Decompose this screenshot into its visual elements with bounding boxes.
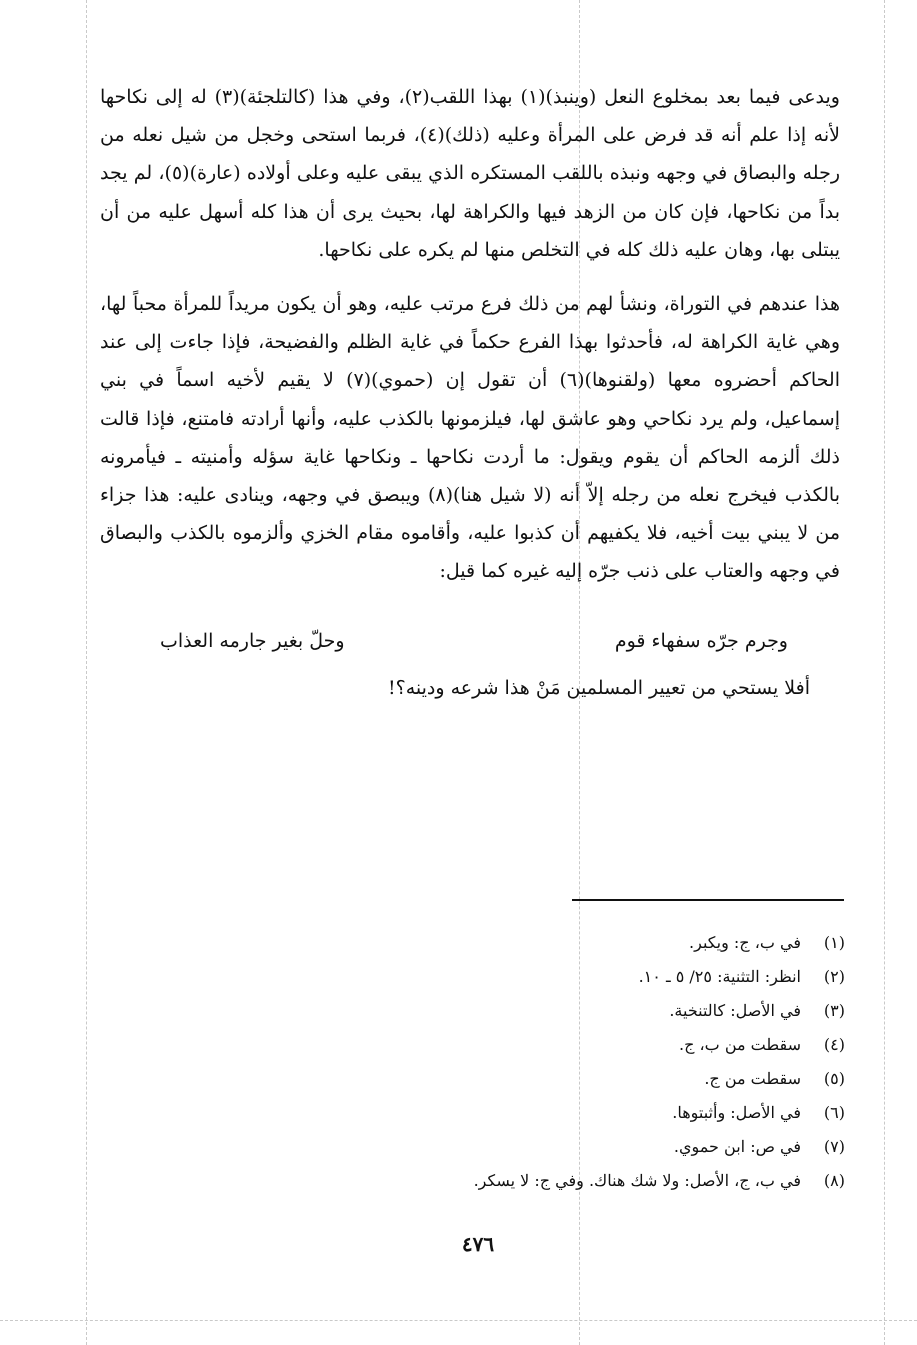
footnote-text: سقطت من ج.: [704, 1069, 801, 1088]
footnote-number: (٦): [823, 1103, 845, 1122]
footnote: [285, 1130, 845, 1164]
footnote: [285, 926, 845, 960]
footnote-text: في الأصل: كالتنخية.: [669, 1001, 801, 1020]
footnote: [285, 994, 845, 1028]
scan-guide-line: [86, 0, 87, 1345]
footnote-text: سقطت من ب، ج.: [679, 1035, 801, 1054]
footnotes-list: [285, 926, 845, 1198]
paragraph: هذا عندهم في التوراة، ونشأ لهم من ذلك فرع مرتب عليه، وهو أن يكون مريداً للمرأة محباً لها، وهي غاية الكراهة له، فأحدثوا بهذا الفرع حكماً في غاية الظلم والفضيحة، فإذا جاءت إلى عند الحاكم أحضروه معها (ولقنوها)(٦) أن تقول إن (حموي)(٧) لا يقيم لأخيه اسماً في بني إسماعيل، ولم يرد نكاحي وهو عاشق لها، فيلزمونها بالكذب عليه، وأنها أرادته فامتنع، فإذا قالت ذلك ألزمه الحاكم أن يقوم ويقول: ما أردت نكاحها ـ ونكاحها غاية سؤله وأمنيته ـ فيأمرونه بالكذب فيخرج نعله من رجله إلاّ أنه (لا شيل هنا)(٨) ويبصق في وجهه، وينادى عليه: هذا جزاء من لا يبني بيت أخيه، فلا يكفيهم أن كذبوا عليه، وأقاموه مقام الخزي وألزموه بالكذب والبصاق في وجهه والعتاب على ذنب جرّه إليه غيره كما قيل:: [100, 293, 841, 583]
poem-verse: [100, 621, 840, 661]
footnote-text: في الأصل: وأثبتوها.: [672, 1103, 801, 1122]
footnote-number: (٥): [823, 1069, 845, 1088]
footnote: [285, 1028, 845, 1062]
footnote: [285, 1062, 845, 1096]
page-number: ٤٧٦: [461, 1232, 495, 1256]
footnote-number: (٣): [823, 1001, 845, 1020]
closing-line: أفلا يستحي من تعيير المسلمين مَنْ هذا شرعه ودينه؟!: [387, 676, 810, 699]
footnote-number: (٨): [823, 1171, 845, 1190]
footnote-number: (١): [823, 933, 845, 952]
footnote-number: (٤): [823, 1035, 845, 1054]
scan-guide-line: [0, 1320, 917, 1321]
footnote-text: في ص: ابن حموي.: [673, 1137, 801, 1156]
footnote: [285, 1096, 845, 1130]
footnote-text: في ب، ج، الأصل: ولا شك هناك. وفي ج: لا يسكر.: [473, 1171, 801, 1190]
footnote-text: في ب، ج: ويكبر.: [689, 933, 801, 952]
verse-first-hemistich: وجرم جرّه سفهاء قوم: [614, 629, 788, 652]
footnote: [285, 1164, 845, 1198]
footnote-number: (٧): [823, 1137, 845, 1156]
footnote-number: (٢): [823, 967, 845, 986]
footnote-separator: [572, 899, 844, 901]
paragraph: ويدعى فيما بعد بمخلوع النعل (وينبذ)(١) بهذا اللقب(٢)، وفي هذا (كالتلجئة)(٣) له إلى نكاحها لأنه إذا علم أنه قد فرض على المرأة وعليه (ذلك)(٤)، فربما استحى وخجل من شيل نعله من رجله والبصاق في وجهه ونبذه باللقب المستكره الذي يبقى عليه وعلى أولاده (عارة)(٥)، لم يجد بداً من نكاحها، فإن كان من الزهد فيها والكراهة لها، بحيث يرى أن هذا كله أسهل عليه من أن يبتلى بها، وهان عليه ذلك كله في التخلص منها لم يكره على نكاحها.: [100, 86, 840, 261]
page-body: [100, 78, 840, 707]
footnote: [285, 960, 845, 994]
verse-second-hemistich: وحلّ بغير جارمه العذاب: [160, 629, 345, 652]
scan-guide-line: [884, 0, 885, 1345]
footnote-text: انظر: التثنية: ٢٥/ ٥ ـ ١٠.: [638, 967, 801, 986]
